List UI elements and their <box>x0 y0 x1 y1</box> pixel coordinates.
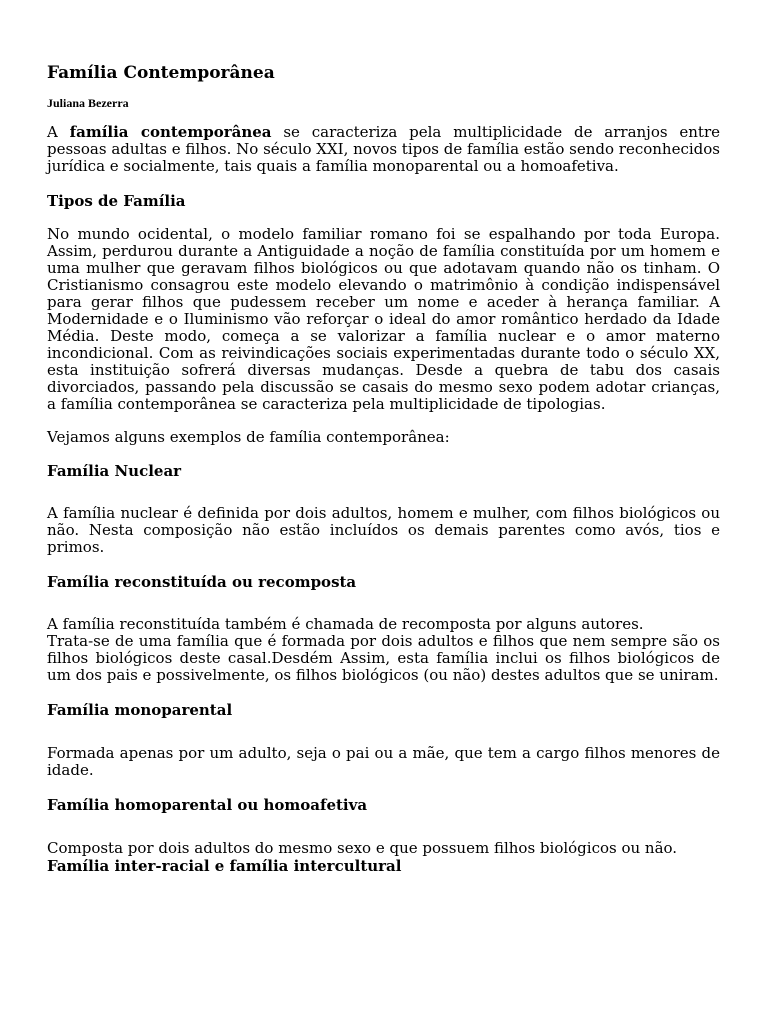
author-name: Juliana Bezerra <box>47 96 129 110</box>
paragraph-examples-intro: Vejamos alguns exemplos de família contemporânea: <box>47 428 450 446</box>
paragraph-tipos: No mundo ocidental, o modelo familiar romano foi se espalhando por toda Europa. Assim, perdurou durante a Antiguidade a noção de família constituída por um homem e uma mulher que geravam filhos biológicos ou que adotavam quando não os tinham. O Cristianismo consagrou este modelo elevando o matrimônio à condição indispensável para gerar filhos que pudessem receber um nome e aceder à herança familiar. A Modernidade e o Iluminismo vão reforçar o ideal do amor romântico herdado da Idade Média. Deste modo, começa a se valorizar a família nuclear e o amor materno incondicional. Com as reivindicações sociais experimentadas durante todo o século XX, esta instituição sofrerá diversas mudanças. Desde a quebra de tabu dos casais divorciados, passando pela discussão se casais do mesmo sexo podem adotar crianças, a família contemporânea se caracteriza pela multiplicidade de tipologias. <box>47 225 720 413</box>
heading-familia-homoparental: Família homoparental ou homoafetiva <box>47 796 368 814</box>
paragraph-homoparental: Composta por dois adultos do mesmo sexo e que possuem filhos biológicos ou não. <box>47 839 678 857</box>
paragraph-monoparental: Formada apenas por um adulto, seja o pai ou a mãe, que tem a cargo filhos menores de idade. <box>47 744 720 779</box>
paragraph-reconstituida-line1: A família reconstituída também é chamada de recomposta por alguns autores. <box>47 615 644 633</box>
intro-paragraph <box>47 124 720 175</box>
heading-familia-interracial: Família inter-racial e família intercultural <box>47 857 402 875</box>
intro-rest: se caracteriza pela multiplicidade de arranjos entre pessoas adultas e filhos. No século XXI, novos tipos de família estão sendo reconhecidos jurídica e socialmente, tais quais a família monoparental ou a homoafetiva. <box>47 123 720 175</box>
heading-familia-reconstituida: Família reconstituída ou recomposta <box>47 573 357 591</box>
document-page <box>47 62 720 875</box>
heading-tipos-de-familia: Tipos de Família <box>47 192 186 210</box>
paragraph-reconstituida: Trata-se de uma família que é formada por dois adultos e filhos que nem sempre são os filhos biológicos deste casal.Desdém Assim, esta família inclui os filhos biológicos de um dos pais e possivelmente, os filhos biológicos (ou não) destes adultos que se uniram. <box>47 632 720 684</box>
intro-bold-term: família contemporânea <box>69 123 272 141</box>
intro-prefix: A <box>47 123 70 141</box>
heading-familia-nuclear: Família Nuclear <box>47 462 182 480</box>
paragraph-nuclear: A família nuclear é definida por dois adultos, homem e mulher, com filhos biológicos ou não. Nesta composição não estão incluídos os demais parentes como avós, tios e primos. <box>47 504 720 556</box>
heading-familia-monoparental: Família monoparental <box>47 701 233 719</box>
document-title: Família Contemporânea <box>47 63 275 83</box>
